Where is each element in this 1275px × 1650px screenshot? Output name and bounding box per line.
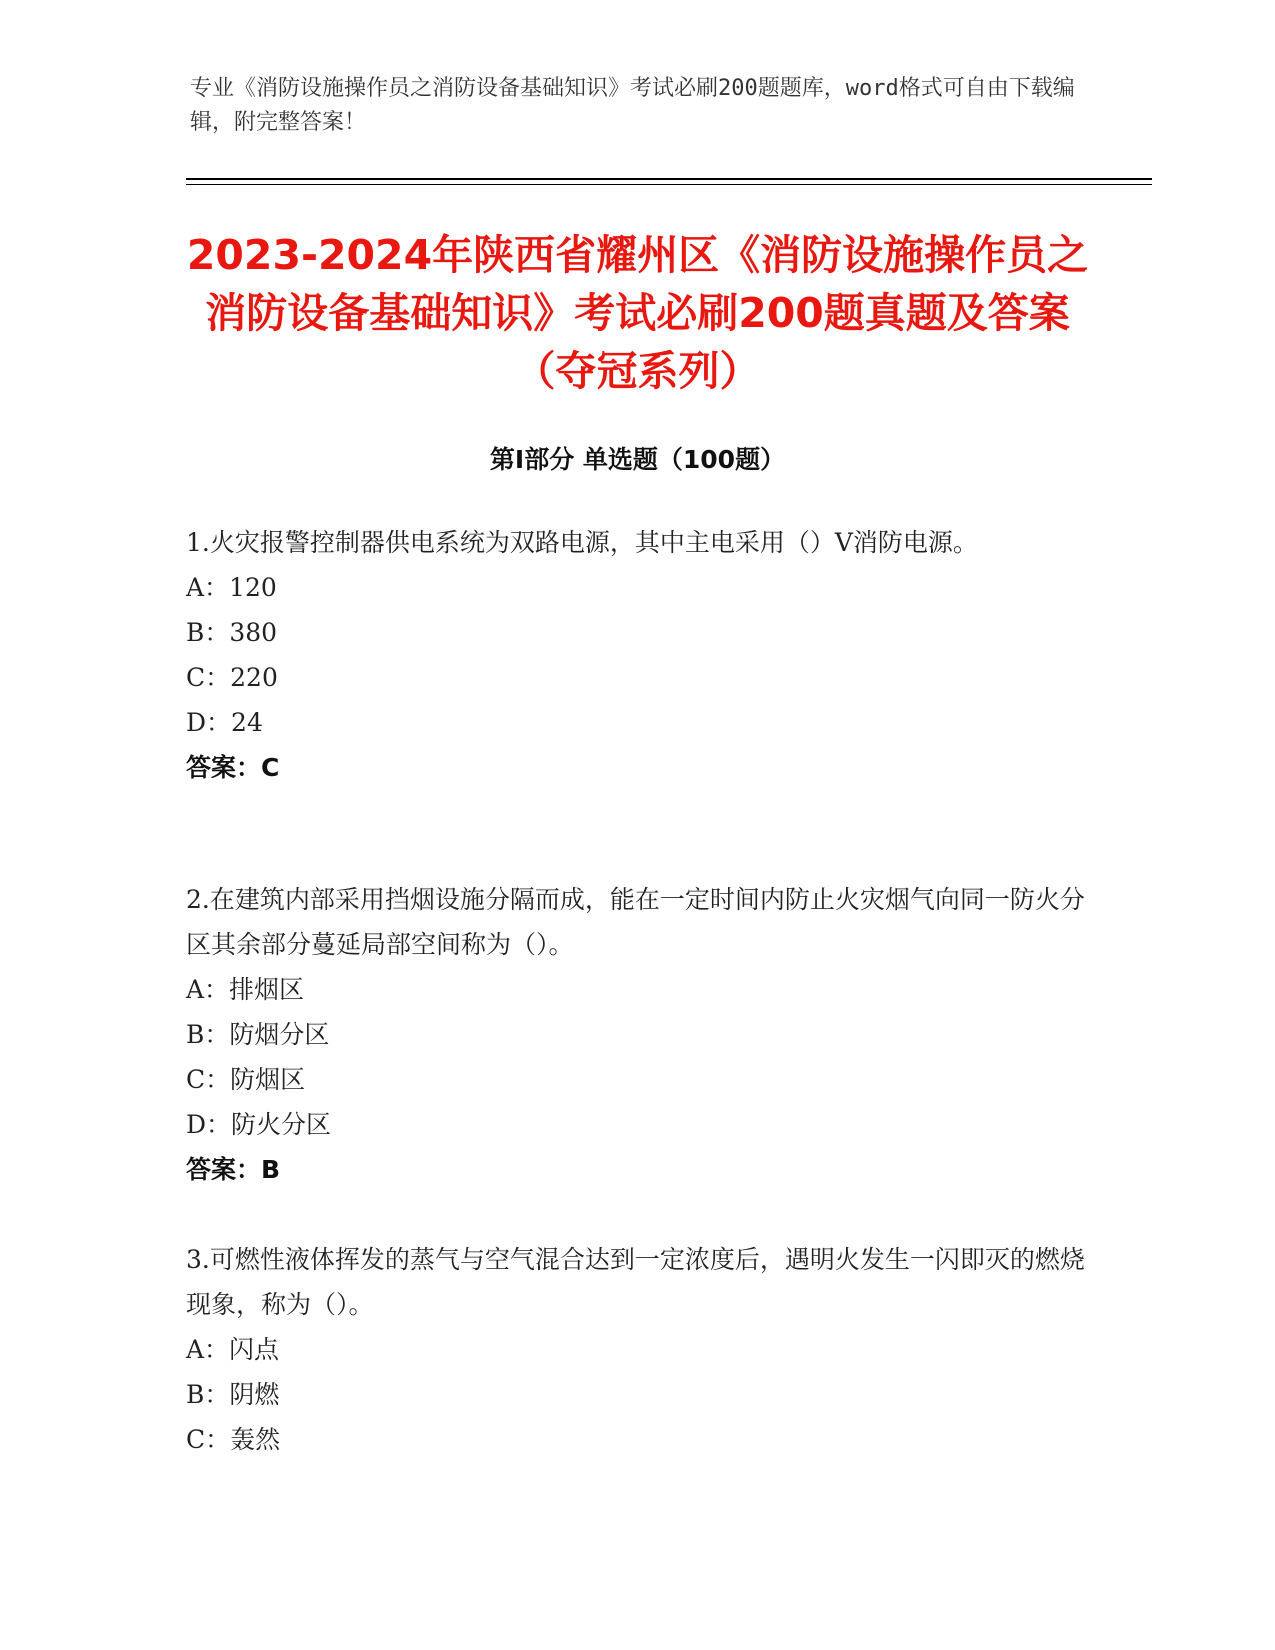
section-heading: 第Ⅰ部分 单选题（100题） [489, 445, 786, 474]
question-1 [186, 520, 1086, 790]
question-3 [186, 1237, 1086, 1462]
option-b: B：防烟分区 [186, 1020, 330, 1049]
question-stem: 1.火灾报警控制器供电系统为双路电源，其中主电采用（）V消防电源。 [186, 528, 978, 557]
answer: 答案：C [186, 753, 280, 782]
option-c: C：防烟区 [186, 1065, 306, 1094]
answer: 答案：B [186, 1155, 281, 1184]
option-a: A：120 [186, 573, 277, 602]
option-b: B：380 [186, 618, 278, 647]
option-c: C：220 [186, 663, 278, 692]
question-stem: 3.可燃性液体挥发的蒸气与空气混合达到一定浓度后，遇明火发生一闪即灭的燃烧现象，称为（）。 [186, 1245, 1085, 1319]
option-a: A：排烟区 [186, 975, 305, 1004]
option-c: C：轰然 [186, 1425, 281, 1454]
option-d: D：防火分区 [186, 1110, 332, 1139]
option-a: A：闪点 [186, 1335, 280, 1364]
header-divider-thick [186, 178, 1152, 180]
question-stem: 2.在建筑内部采用挡烟设施分隔而成，能在一定时间内防止火灾烟气向同一防火分区其余部分蔓延局部空间称为（）。 [186, 885, 1085, 959]
document-title: 2023-2024年陕西省耀州区《消防设施操作员之消防设备基础知识》考试必刷200题真题及答案（夺冠系列） [186, 231, 1089, 395]
question-2 [186, 877, 1086, 1192]
header-note: 专业《消防设施操作员之消防设备基础知识》考试必刷200题题库，word格式可自由下载编辑，附完整答案！ [190, 76, 1075, 135]
option-b: B：阴燃 [186, 1380, 280, 1409]
option-d: D：24 [186, 708, 263, 737]
header-divider-thin [186, 184, 1152, 185]
